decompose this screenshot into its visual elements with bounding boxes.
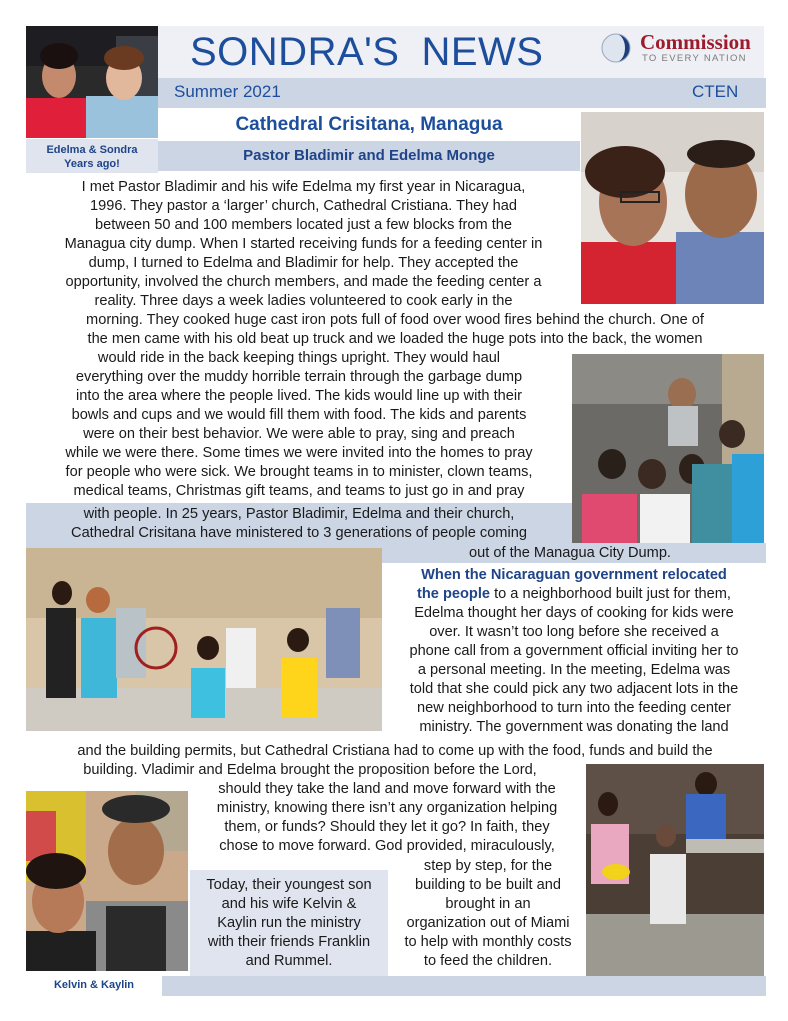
text-line: with people. In 25 years, Pastor Bladimir, Edelma and their church,: [83, 506, 515, 522]
logo-tagline: TO EVERY NATION: [642, 53, 747, 64]
text-line: building to be built and: [414, 877, 562, 893]
caption-bottom-photo: Kelvin & Kaylin: [53, 979, 135, 991]
photo-edelma-sondra: [26, 26, 158, 138]
article-subheading: Pastor Bladimir and Edelma Monge: [243, 147, 495, 164]
org-code: CTEN: [692, 82, 739, 101]
text-line: chose to move forward. God provided, miraculously,: [219, 838, 555, 854]
text-line: to feed the children.: [423, 953, 553, 969]
text-line: with their friends Franklin: [207, 934, 371, 950]
text-line: building. Vladimir and Edelma brought the proposition before the Lord,: [83, 762, 537, 778]
text-line: brought in an: [445, 896, 531, 912]
photo-pastor-couple: [581, 112, 764, 304]
relocation-lead: When the Nicaraguan government relocated: [421, 567, 727, 583]
photo-kids-feeding-line: [572, 354, 764, 544]
season-label: [174, 82, 281, 102]
text-line: 1996. They pastor a ‘larger’ church, Cathedral Cristiana. They had: [90, 198, 517, 214]
text-line: and Rummel.: [245, 953, 333, 969]
photo-kelvin-kaylin: [26, 791, 188, 971]
text-line: Today, their youngest son: [206, 877, 372, 893]
text-line: told that she could pick any two adjacent lots in the: [409, 681, 739, 697]
title-right: NEWS: [421, 30, 544, 74]
text-line: phone call from a government official inviting her to: [409, 643, 739, 659]
photo-serving-food: [586, 764, 764, 976]
text-line: a personal meeting. In the meeting, Edelma was: [417, 662, 731, 678]
text-line: to help with monthly costs: [404, 934, 572, 950]
text-line: Cathedral Crisitana have ministered to 3 generations of people coming: [71, 525, 527, 541]
newsletter-title: [190, 30, 543, 75]
text-line: and his wife Kelvin &: [221, 896, 357, 912]
relocation-line: to a neighborhood built just for them,: [490, 586, 731, 602]
text-line: [384, 585, 764, 604]
globe-icon: [600, 32, 632, 64]
text-line: reality. Three days a week ladies volunteered to cook early in the: [94, 293, 513, 309]
text-line: Edelma thought her days of cooking for kids were: [414, 605, 734, 621]
relocation-lead-2: the people: [417, 586, 491, 602]
text-line: ministry. The government was donating the land: [419, 719, 729, 735]
photo-kids-circle-game: [26, 548, 382, 731]
caption-line: Years ago!: [64, 158, 120, 170]
text-line: were on their best behavior. We were able to pray, sing and preach: [83, 426, 515, 442]
text-line: everything over the muddy horrible terrain through the garbage dump: [75, 369, 523, 385]
text-line: them, or funds? Should they let it go? In faith, they: [224, 819, 550, 835]
logo-name: Commission: [640, 30, 751, 54]
season: Summer: [174, 82, 239, 101]
title-left: SONDRA'S: [190, 30, 400, 74]
footer-band: [162, 976, 766, 996]
text-line: Kaylin run the ministry: [217, 915, 361, 931]
text-line: opportunity, involved the church members, and made the feeding center a: [65, 274, 542, 290]
text-line: over. It wasn’t too long before she received a: [429, 624, 719, 640]
year: 2021: [242, 82, 281, 101]
text-line: dump, I turned to Edelma and Bladimir for help. They accepted the: [88, 255, 519, 271]
text-line: out of the Managua City Dump.: [469, 545, 671, 561]
text-line: should they take the land and move forward with the: [218, 781, 556, 797]
text-line: medical teams, Christmas gift teams, and teams to just go in and pray: [73, 483, 525, 499]
text-line: and the building permits, but Cathedral Cristiana had to come up with the food, funds and build the: [77, 743, 713, 759]
text-line: new neighborhood to turn into the feeding center: [417, 700, 731, 716]
text-line: for people who were sick. We brought teams in to minister, clown teams,: [65, 464, 533, 480]
text-line: between 50 and 100 members located just a few blocks from the: [95, 217, 512, 233]
text-line: organization out of Miami: [406, 915, 570, 931]
text-line: morning. They cooked huge cast iron pots full of food over wood fires behind the church. One of: [86, 312, 704, 328]
caption-line: Edelma & Sondra: [46, 144, 138, 156]
text-line: bowls and cups and we would fill them with food. The kids and parents: [71, 407, 527, 423]
text-line: the men came with his old beat up truck and we loaded the huge pots into the back, the women: [87, 331, 703, 347]
text-line: while we were there. Some times we were invited into the homes to pray: [65, 445, 533, 461]
article-heading: Cathedral Crisitana, Managua: [235, 114, 503, 135]
text-line: Managua city dump. When I started receiving funds for a feeding center in: [64, 236, 543, 252]
text-line: into the area where the people lived. The kids would line up with their: [76, 388, 522, 404]
caption-top-photo: [26, 143, 158, 171]
text-line: I met Pastor Bladimir and his wife Edelma my first year in Nicaragua,: [81, 179, 526, 195]
commission-logo: [600, 30, 765, 66]
text-line: would ride in the back keeping things upright. They would haul: [97, 350, 501, 366]
text-line: step by step, for the: [423, 858, 553, 874]
text-line: ministry, knowing there isn’t any organization helping: [216, 800, 558, 816]
